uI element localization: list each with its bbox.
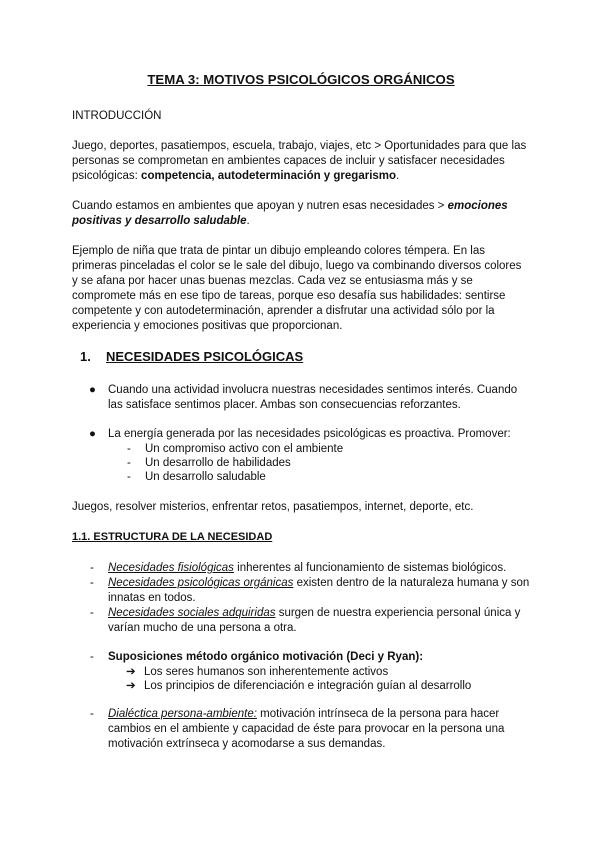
need-item: - Necesidades fisiológicas inherentes al funcionamiento de sistemas biológicos. [90, 562, 507, 574]
arrow-right-icon: ➔ [126, 680, 136, 692]
need-item: - Necesidades sociales adquiridas surgen de nuestra experiencia personal única y varían mucho de una persona a otra. [90, 607, 521, 634]
need-item: - Necesidades psicológicas orgánicas existen dentro de la naturaleza humana y son innatas en todos. [90, 577, 530, 604]
arrow-item: ➔ Los principios de diferenciación e integración guían al desarrollo [126, 680, 472, 692]
paragraph-3: Ejemplo de niña que trata de pintar un dibujo empleando colores témpera. En las primeras pinceladas el color se le sale del dibujo, luego va combinando diversos colores y se afana por hacer unas buenas mezclas. Cada vez se entusiasma más y se compromete más en ese tipo de tareas, porque eso desafía sus habilidades: sentirse competente y con autodeterminación, aprender a disfrutar una actividad sólo por la experiencia y emociones positivas que proporcionan. [72, 245, 522, 332]
sub-item: - Un compromiso activo con el ambiente [127, 443, 344, 455]
bullet-item: ● La energía generada por las necesidades psicológicas es proactiva. Promover: - Un compromiso activo con el ambiente - Un desarrollo de habilidades - Un desarrollo saludable [72, 427, 530, 484]
bullet-dot-icon: ● [89, 428, 96, 440]
document-page [72, 72, 530, 768]
bullet-dot-icon: ● [89, 384, 96, 396]
paragraph-1: Juego, deportes, pasatiempos, escuela, trabajo, viajes, etc > Oportunidades para que las personas se comprometan en ambientes capaces de incluir y satisfacer necesidades psicológicas: competencia, autodeterminación y gregarismo. [72, 140, 527, 182]
needs-list [72, 561, 530, 752]
arrow-right-icon: ➔ [126, 666, 136, 678]
arrow-item: ➔ Los seres humanos son inherentemente activos [126, 666, 389, 678]
document-title: TEMA 3: MOTIVOS PSICOLÓGICOS ORGÁNICOS [147, 72, 455, 87]
paragraph-4: Juegos, resolver misterios, enfrentar retos, pasatiempos, internet, deporte, etc. [72, 501, 474, 513]
dialectic-item: - Dialéctica persona-ambiente: motivación intrínseca de la persona para hacer cambios en el ambiente y capacidad de éste para provocar en la persona una motivación extrínseca y acomodarse a sus demandas. [90, 708, 505, 750]
sub-item: - Un desarrollo saludable [127, 471, 266, 483]
section-1-heading: 1. NECESIDADES PSICOLÓGICAS [80, 349, 304, 364]
paragraph-2: Cuando estamos en ambientes que apoyan y nutren esas necesidades > emociones positivas y desarrollo saludable. [72, 200, 508, 227]
assumptions-item: - Suposiciones método orgánico motivación (Deci y Ryan): ➔ Los seres humanos son inherentemente activos ➔ Los principios de diferenciación e integración guían al desarrollo [72, 650, 530, 693]
assumptions-list [108, 665, 530, 693]
bullet-item: ● Cuando una actividad involucra nuestras necesidades sentimos interés. Cuando las satisface sentimos placer. Ambas son consecuencias reforzantes. [89, 384, 518, 411]
section-1-1-heading: 1.1. ESTRUCTURA DE LA NECESIDAD [72, 531, 273, 543]
sub-list [72, 442, 530, 484]
sub-item: - Un desarrollo de habilidades [127, 457, 291, 469]
section-1-bullets [72, 383, 530, 484]
intro-heading: INTRODUCCIÓN [72, 110, 162, 122]
